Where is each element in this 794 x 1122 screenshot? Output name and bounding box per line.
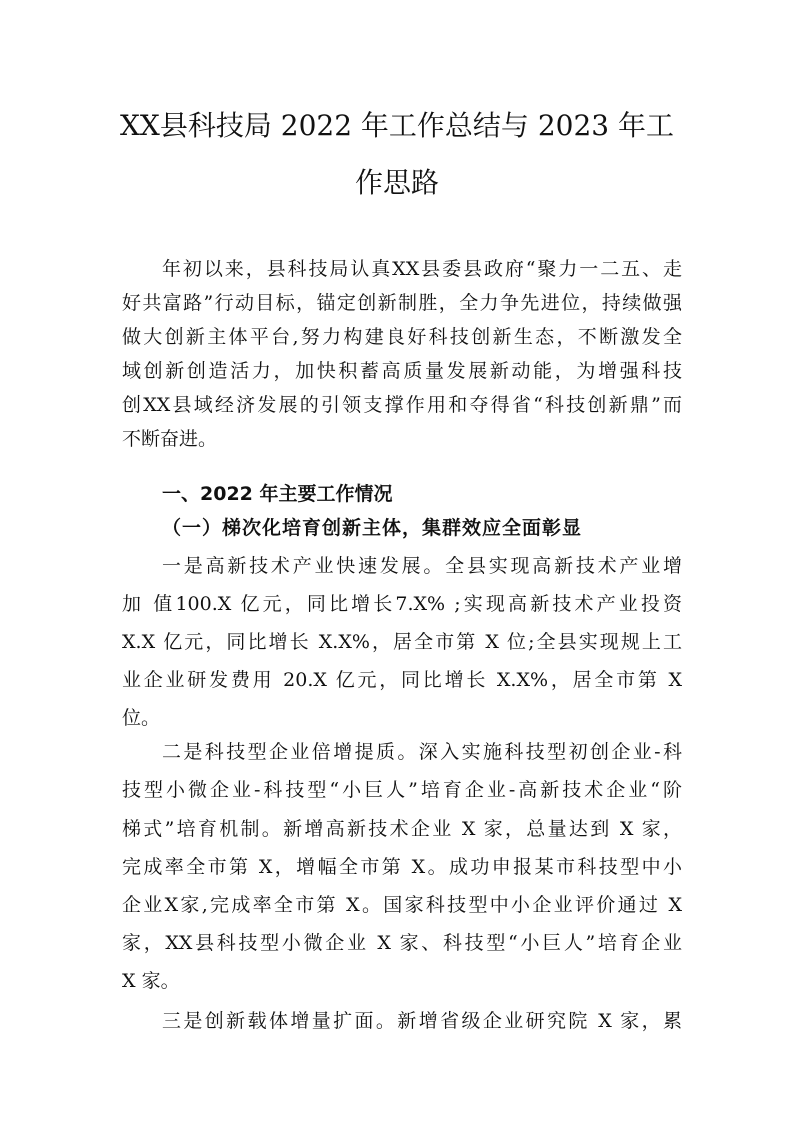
intro-line-3: 做大创新主体平台,努力构建良好科技创新生态，不断激发全	[122, 326, 682, 348]
para2-line-2: 技型小微企业-科技型“小巨人”培育企业-高新技术企业“阶	[122, 779, 682, 801]
para1-line-2: 加 值100.X 亿元，同比增长7.X% ;实现高新技术产业投资	[122, 593, 682, 615]
para1-line-1: 一是高新技术产业快速发展。全县实现高新技术产业增	[162, 555, 682, 577]
para2-line-6: 家，XX县科技型小微企业 X 家、科技型“小巨人”培育企业	[122, 932, 682, 954]
para1-line-4: 业企业研发费用 20.X 亿元，同比增长 X.X%，居全市第 X	[122, 669, 682, 691]
section-heading: 一、2022 年主要工作情况	[162, 483, 393, 505]
para2-line-7: X 家。	[122, 970, 180, 992]
para2-line-1: 二是科技型企业倍增提质。深入实施科技型初创企业-科	[162, 741, 682, 763]
para1-line-3: X.X 亿元，同比增长 X.X%，居全市第 X 位;全县实现规上工	[122, 631, 682, 653]
subsection-heading: （一）梯次化培育创新主体，集群效应全面彰显	[162, 517, 583, 539]
intro-line-4: 域创新创造活力，加快积蓄高质量发展新动能，为增强科技	[122, 360, 682, 382]
para2-line-5: 企业X家,完成率全市第 X。国家科技型中小企业评价通过 X	[122, 894, 682, 916]
intro-line-1: 年初以来，县科技局认真XX县委县政府“聚力一二五、走	[162, 258, 682, 280]
intro-line-6: 不断奋进。	[122, 428, 218, 450]
intro-line-5: 创XX县域经济发展的引领支撑作用和夺得省“科技创新鼎”而	[122, 394, 682, 416]
document-title-line-1: XX县科技局 2022 年工作总结与 2023 年工	[120, 109, 674, 142]
document-title-line-2: 作思路	[354, 166, 439, 199]
intro-line-2: 好共富路”行动目标，锚定创新制胜，全力争先进位，持续做强	[122, 292, 682, 314]
para2-line-3: 梯式”培育机制。新增高新技术企业 X 家，总量达到 X 家，	[122, 818, 682, 840]
para3-line-1: 三是创新载体增量扩面。新增省级企业研究院 X 家，累	[162, 1010, 682, 1032]
para1-line-5: 位。	[122, 707, 161, 729]
para2-line-4: 完成率全市第 X，增幅全市第 X。成功申报某市科技型中小	[122, 856, 682, 878]
